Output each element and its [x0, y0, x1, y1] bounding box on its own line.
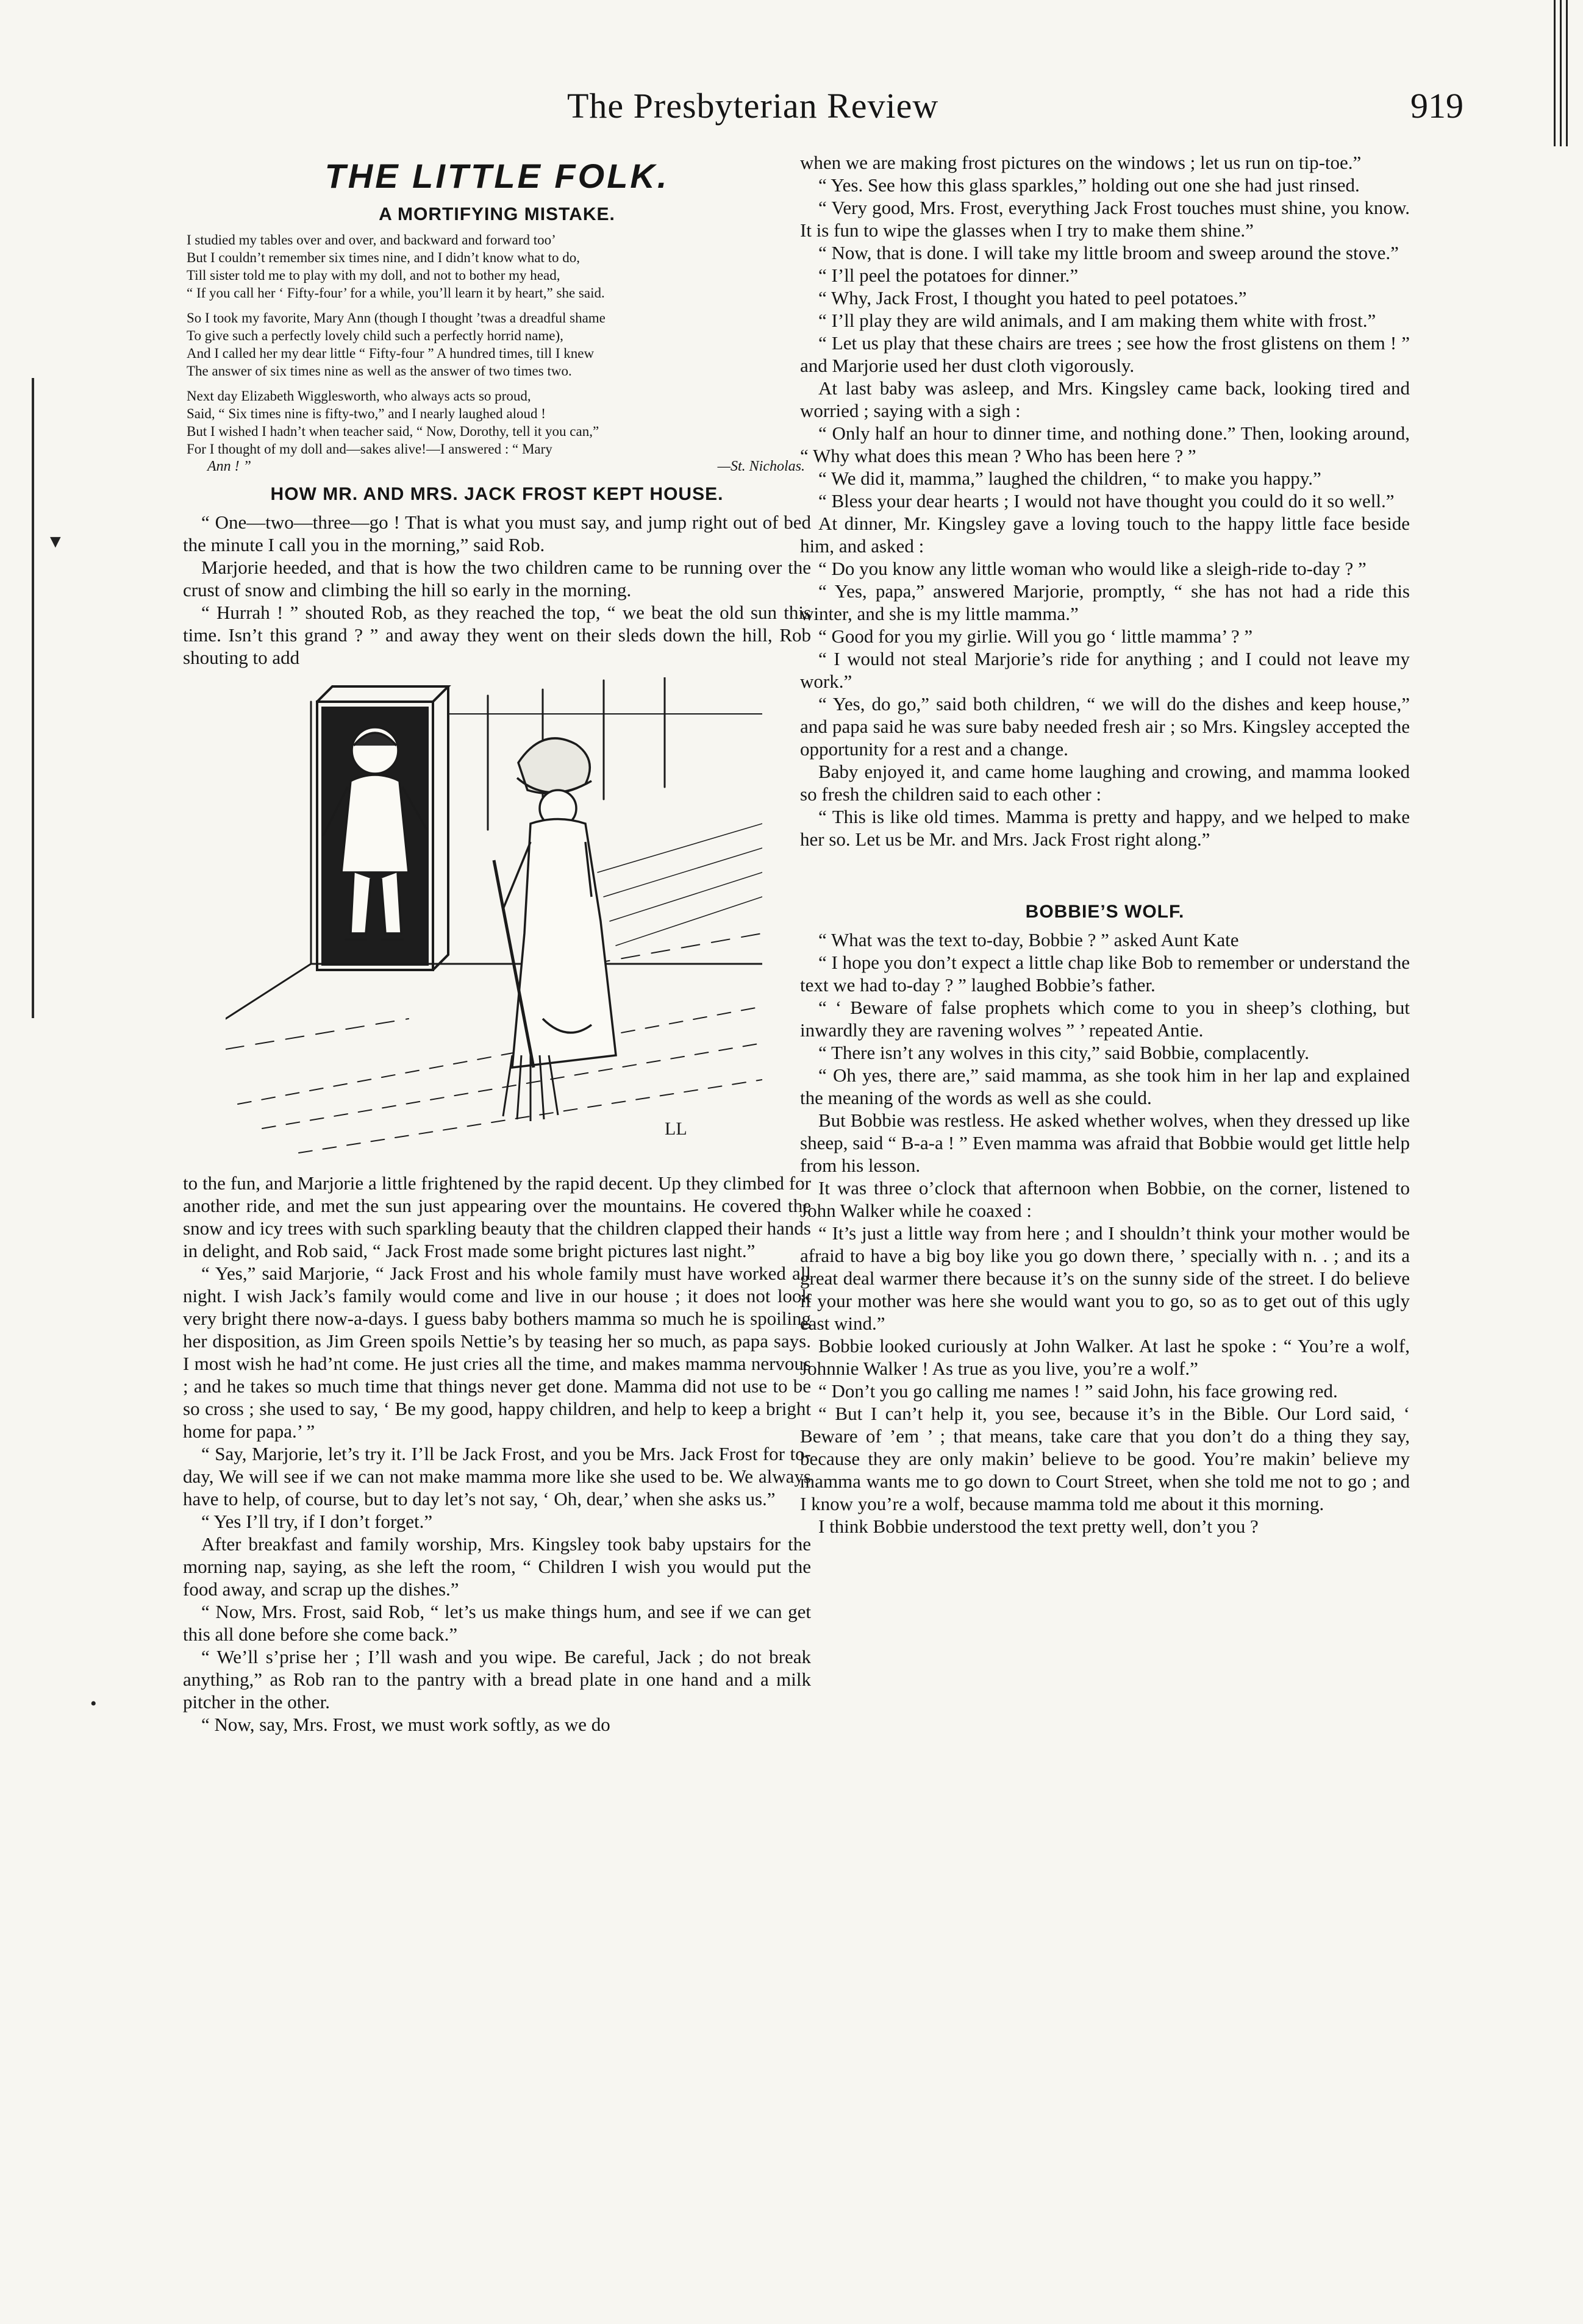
paragraph: I think Bobbie understood the text pretty well, don’t you ?: [818, 1516, 1259, 1537]
paragraph: “ We did it, mamma,” laughed the children, “ to make you happy.”: [818, 468, 1321, 489]
paragraph: At dinner, Mr. Kingsley gave a loving touch to the happy little face beside him, and asked :: [800, 513, 1410, 557]
paragraph: “ I would not steal Marjorie’s ride for anything ; and I could not leave my work.”: [800, 648, 1410, 692]
story2-text: [800, 929, 1410, 1538]
paragraph: “ Do you know any little woman who would like a sleigh-ride to-day ? ”: [818, 558, 1367, 579]
poem-line: “ If you call her ‘ Fifty-four’ for a while, you’ll learn it by heart,” she said.: [187, 285, 605, 301]
poem-line: And I called her my dear little “ Fifty-four ” A hundred times, till I knew: [187, 346, 595, 361]
paragraph: “ Now, say, Mrs. Frost, we must work softly, as we do: [201, 1714, 610, 1735]
poem-attribution-line: [187, 458, 805, 476]
margin-dot-mark: •: [90, 1694, 97, 1714]
paragraph: when we are making frost pictures on the windows ; let us run on tip-toe.”: [800, 152, 1362, 173]
paragraph: “ We’ll s’prise her ; I’ll wash and you wipe. Be careful, Jack ; do not break anything,” as Rob ran to the pantry with a bread plate in one hand and a milk pitcher in the other.: [183, 1646, 811, 1713]
poem-attribution: —St. Nicholas.: [717, 458, 805, 474]
paragraph: “ Yes, do go,” said both children, “ we will do the dishes and keep house,” and papa said he was sure baby needed fresh air ; so Mrs. Kingsley accepted the opportunity for a rest and a change.: [800, 693, 1410, 760]
paragraph: “ I hope you don’t expect a little chap like Bob to remember or understand the text we had to-day ? ” laughed Bobbie’s father.: [800, 952, 1410, 996]
paragraph: “ Now, that is done. I will take my little broom and sweep around the stove.”: [818, 242, 1399, 263]
paragraph: “ Yes. See how this glass sparkles,” holding out one she had just rinsed.: [818, 174, 1360, 196]
paragraph: “ Hurrah ! ” shouted Rob, as they reached the top, “ we beat the old sun this time. Isn’t this grand ? ” and away they went on their sleds down the hill, Rob shouting to add: [183, 602, 811, 668]
story2-title: BOBBIE’S WOLF.: [1025, 902, 1185, 922]
paragraph: “ Good for you my girlie. Will you go ‘ little mamma’ ? ”: [818, 626, 1253, 647]
paragraph: “ Yes I’ll try, if I don’t forget.”: [201, 1511, 433, 1532]
poem-line: But I couldn’t remember six times nine, and I didn’t know what to do,: [187, 250, 580, 265]
paragraph: “ But I can’t help it, you see, because it’s in the Bible. Our Lord said, ‘ Beware of ’em ’ ; that means, take care that you don’t do a thing they say, because they are only makin’ believe to be good. You’re makin’ believe my mamma wants me to go down to Court Street, when she told me not to go ; and I know you’re a wolf, because mamma told me about it this morning.: [800, 1403, 1410, 1514]
paragraph: But Bobbie was restless. He asked whether wolves, when they dressed up like sheep, said “ B-a-a ! ” Even mamma was afraid that Bobbie would get little help from his lesson.: [800, 1110, 1410, 1176]
poem-line: But I wished I hadn’t when teacher said, “ Now, Dorothy, tell it you can,”: [187, 424, 599, 439]
poem-line: Next day Elizabeth Wigglesworth, who always acts so proud,: [187, 388, 531, 404]
margin-arrow-mark: ▼: [46, 532, 65, 552]
paragraph: “ Only half an hour to dinner time, and nothing done.” Then, looking around, “ Why what does this mean ? Who has been here ? ”: [800, 422, 1410, 466]
edge-rule: [1554, 0, 1556, 146]
paragraph: to the fun, and Marjorie a little frightened by the rapid decent. Up they climbed for another ride, and met the sun just appearing over the mountains. He covered the snow and icy trees with such sparkling beauty that the children clapped their hands in delight, and Rob said, “ Jack Frost made some bright pictures last night.”: [183, 1172, 811, 1261]
paragraph: “ It’s just a little way from here ; and I shouldn’t think your mother would be afraid to have a big boy like you go down there, ’ specially with n. . ; and its a great deal warmer there because it’s on the sunny side of the street. I do believe if your mother was here she would want you to go, so as to get out of this ugly east wind.”: [800, 1222, 1410, 1334]
poem-stanza: [187, 231, 805, 302]
paragraph: After breakfast and family worship, Mrs. Kingsley took baby upstairs for the morning nap, saying, as she left the room, “ Children I wish you would put the food away, and scrap up the dishes.”: [183, 1533, 811, 1600]
illustration-frost-children: [226, 677, 762, 1159]
poem-line: I studied my tables over and over, and backward and forward too’: [187, 232, 556, 248]
paragraph: “ There isn’t any wolves in this city,” said Bobbie, complacently.: [818, 1042, 1309, 1063]
margin-rule: [32, 378, 34, 1018]
poem-line: The answer of six times nine as well as the answer of two times two.: [187, 363, 572, 379]
paragraph: Baby enjoyed it, and came home laughing and crowing, and mamma looked so fresh the children said to each other :: [800, 761, 1410, 805]
paragraph: “ Let us play that these chairs are trees ; see how the frost glistens on them ! ” and Marjorie used her dust cloth vigorously.: [800, 332, 1410, 376]
story-text-top: [183, 511, 811, 669]
paragraph: “ What was the text to-day, Bobbie ? ” asked Aunt Kate: [818, 929, 1239, 950]
paragraph: “ Very good, Mrs. Frost, everything Jack Frost touches must shine, you know. It is fun to wipe the glasses when I try to make them shine.”: [800, 197, 1410, 241]
poem-line: So I took my favorite, Mary Ann (though I thought ’twas a dreadful shame: [187, 310, 606, 326]
paragraph: “ Why, Jack Frost, I thought you hated to peel potatoes.”: [818, 287, 1247, 308]
paragraph: It was three o’clock that afternoon when Bobbie, on the corner, listened to John Walker while he coaxed :: [800, 1177, 1410, 1221]
poem-line: Till sister told me to play with my doll, and not to bother my head,: [187, 268, 560, 283]
paragraph: “ One—two—three—go ! That is what you must say, and jump right out of bed the minute I call you in the morning,” said Rob.: [183, 511, 811, 555]
paragraph: “ Don’t you go calling me names ! ” said John, his face growing red.: [818, 1380, 1338, 1402]
section-gap: [800, 850, 1410, 893]
illustration-signature: LL: [665, 1119, 687, 1139]
poem-title: A MORTIFYING MISTAKE.: [379, 204, 615, 224]
paragraph: “ ‘ Beware of false prophets which come to you in sheep’s clothing, but inwardly they are ravening wolves ” ’ repeated Antie.: [800, 997, 1410, 1041]
paragraph: “ I’ll play they are wild animals, and I am making them white with frost.”: [818, 310, 1376, 331]
paragraph: “ Now, Mrs. Frost, said Rob, “ let’s us make things hum, and see if we can get this all done before she come back.”: [183, 1601, 811, 1645]
poem-line: To give such a perfectly lovely child such a perfectly horrid name),: [187, 328, 563, 343]
page-number: 919: [1410, 86, 1463, 126]
running-title: The Presbyterian Review: [567, 86, 939, 126]
story-text-bottom: [183, 1172, 811, 1736]
paragraph: “ Bless your dear hearts ; I would not have thought you could do it so well.”: [818, 490, 1395, 511]
poem-line: For I thought of my doll and—sakes alive!—I answered : “ Mary: [187, 441, 552, 457]
poem-line: Said, “ Six times nine is fifty-two,” and I nearly laughed aloud !: [187, 406, 546, 421]
paragraph: “ I’ll peel the potatoes for dinner.”: [818, 265, 1079, 286]
paragraph: Bobbie looked curiously at John Walker. At last he spoke : “ You’re a wolf, Johnnie Walker ! As true as you live, you’re a wolf.”: [800, 1335, 1410, 1379]
right-column: [800, 151, 1410, 1538]
section-title: THE LITTLE FOLK.: [324, 157, 670, 195]
paragraph: “ Say, Marjorie, let’s try it. I’ll be Jack Frost, and you be Mrs. Jack Frost for to-day, We will see if we can not make mamma more like she used to be. We always have to help, of course, but to day let’s not say, ‘ Oh, dear,’ when she asks us.”: [183, 1443, 811, 1510]
sweeping-figure: [494, 738, 616, 1121]
paragraph: “ Oh yes, there are,” said mamma, as she took him in her lap and explained the meaning of the words as well as she could.: [800, 1064, 1410, 1108]
poem-stanza: [187, 309, 805, 380]
poem-last-words: Ann ! ”: [207, 458, 251, 474]
left-column: [183, 151, 811, 1736]
page-header: [567, 85, 1463, 134]
paragraph: “ Yes,” said Marjorie, “ Jack Frost and his whole family must have worked all night. I wish Jack’s family would come and live in our house ; it does not look very bright there now-a-days. I guess baby bothers mamma so much he is spoiling her disposition, as Jim Green spoils Nettie’s by teasing her so much, as papa says. I most wish he had’nt come. He just cries all the time, and makes mamma nervous ; and he takes so much time that things never get done. Mamma did not use to be so cross ; she used to say, ‘ Be my good, happy children, and help to keep a bright home for papa.’ ”: [183, 1263, 811, 1442]
paragraph: Marjorie heeded, and that is how the two children came to be running over the crust of snow and climbing the hill so early in the morning.: [183, 557, 811, 601]
poem: [187, 231, 805, 476]
story-continued: [800, 151, 1410, 850]
paragraph: “ This is like old times. Mamma is pretty and happy, and we helped to make her so. Let us be Mr. and Mrs. Jack Frost right along.”: [800, 806, 1410, 850]
paragraph: “ Yes, papa,” answered Marjorie, promptly, “ she has not had a ride this winter, and she is my little mamma.”: [800, 580, 1410, 624]
paragraph: At last baby was asleep, and Mrs. Kingsley came back, looking tired and worried ; saying with a sigh :: [800, 377, 1410, 421]
edge-rule: [1560, 0, 1562, 146]
poem-stanza: [187, 387, 805, 476]
story-title: HOW MR. AND MRS. JACK FROST KEPT HOUSE.: [270, 484, 724, 504]
edge-rule: [1566, 0, 1568, 146]
